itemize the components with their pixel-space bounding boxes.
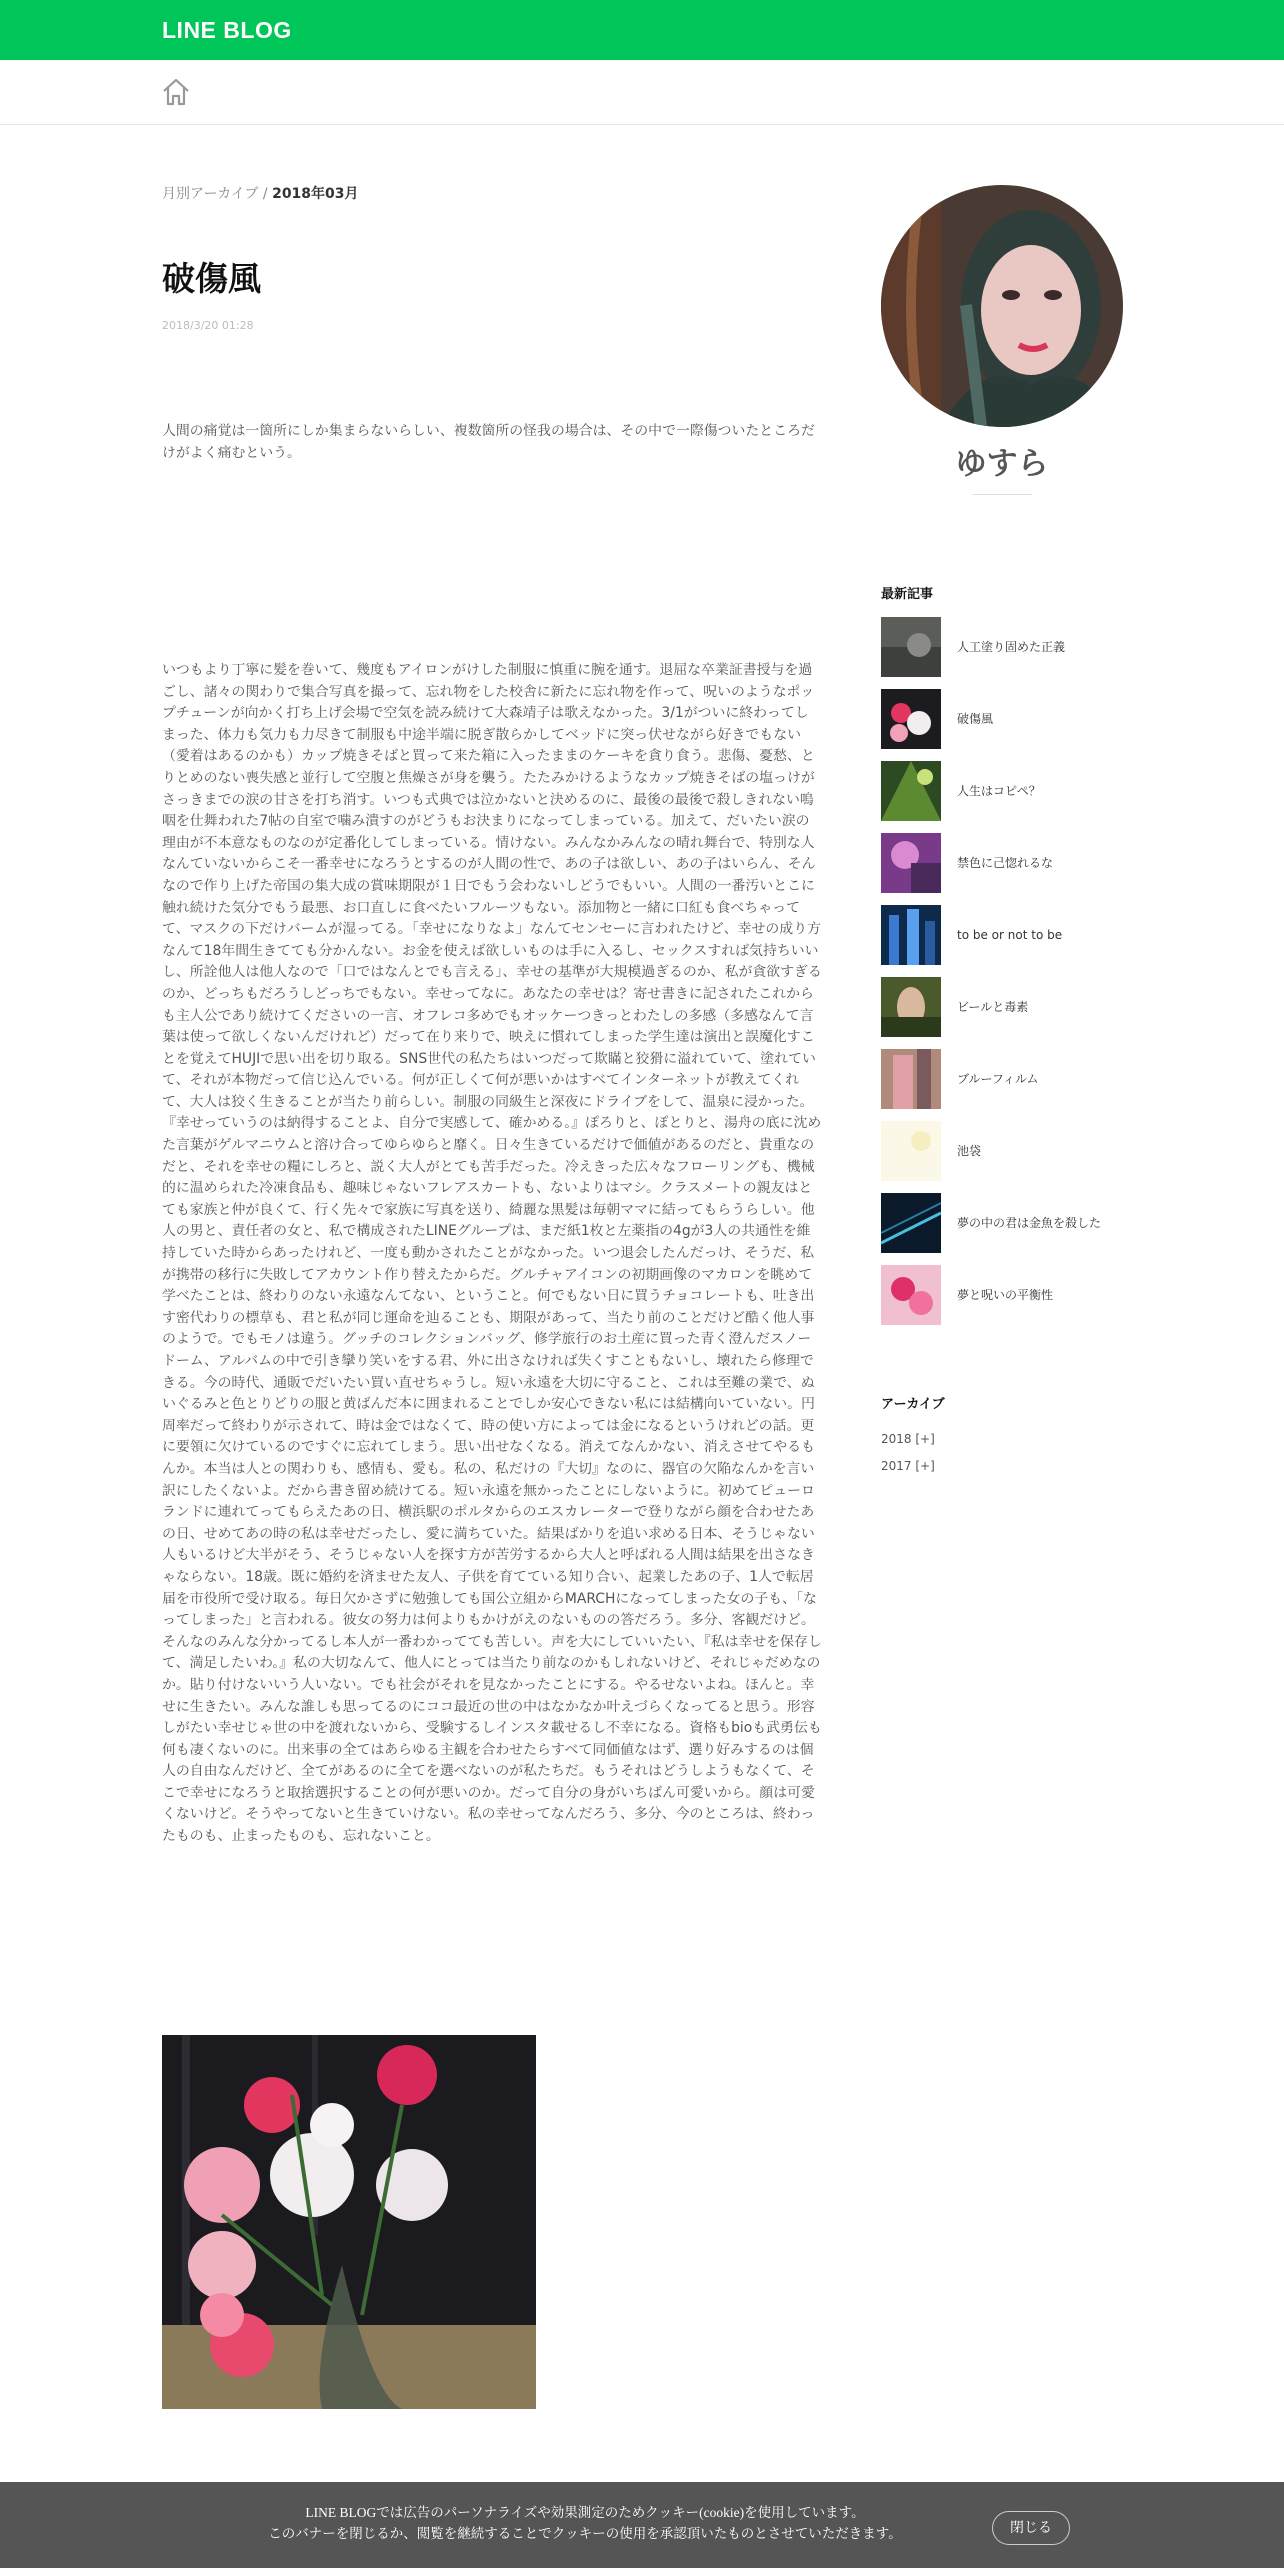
archive-item-2017[interactable]: 2017 [+] [881, 1459, 935, 1473]
recent-post-thumbnail[interactable] [881, 905, 941, 965]
recent-post-thumbnail[interactable] [881, 977, 941, 1037]
recent-post-title[interactable]: 破傷風 [957, 712, 994, 726]
cookie-message-line-1: LINE BLOGでは広告のパーソナライズや効果測定のためクッキー(cookie)を使用しています。 [305, 2505, 865, 2520]
line-blog-logo[interactable]: LINE BLOG [162, 17, 292, 43]
recent-post-thumbnail[interactable] [881, 1049, 941, 1109]
recent-post-thumbnail[interactable] [881, 1265, 941, 1325]
recent-post-item[interactable] [881, 833, 1141, 905]
recent-post-item[interactable] [881, 689, 1141, 761]
recent-post-item[interactable] [881, 1121, 1141, 1193]
recent-post-title[interactable]: ビールと毒素 [957, 1000, 1029, 1014]
archive-item-2018[interactable]: 2018 [+] [881, 1432, 935, 1446]
recent-post-title[interactable]: 夢と呪いの平衡性 [957, 1288, 1054, 1302]
recent-post-item[interactable] [881, 905, 1141, 977]
recent-post-title[interactable]: 禁色に己惚れるな [957, 856, 1054, 870]
recent-post-item[interactable] [881, 1049, 1141, 1121]
recent-post-title[interactable]: 人生はコピペ？ [957, 784, 1041, 798]
post-date: 2018/3/20 01:28 [162, 319, 254, 332]
post-title: 破傷風 [162, 259, 261, 298]
cookie-banner [0, 2482, 1284, 2568]
top-bar [0, 0, 1284, 60]
post-photo-flowers [162, 2035, 536, 2409]
cookie-message [150, 2502, 1020, 2544]
recent-post-thumbnail[interactable] [881, 761, 941, 821]
recent-post-thumbnail[interactable] [881, 1121, 941, 1181]
recent-post-item[interactable] [881, 617, 1141, 689]
archive-heading: アーカイブ [881, 1397, 945, 1412]
post-paragraph-2: いつもより丁寧に髪を巻いて、幾度もアイロンがけした制服に慎重に腕を通す。退屈な卒業証書授与を過ごし、諸々の関わりで集合写真を撮って、忘れ物をした校舎に新たに忘れ物を作って、呪いのようなポップチューンが向かく打ち上げ会場で空気を読み続けて大森靖子は歌えなかった。3/1がついに終わってしまった、体力も気力も力尽きて制服も中途半端に脱ぎ散らかしてベッドに突っ伏せながら好きでもない（愛着はあるのかも）カップ焼きそばと買って来た箱に入ったままのケーキを貪り食う。悲傷、憂愁、とりとめのない喪失感と並行して空腹と焦燥さが身を襲う。たたみかけるようなカップ焼きそばの塩っけがさっきまでの涙の甘さを打ち消す。いつも式典では泣かないと決めるのに、最後の最後で殺しきれない嗚咽を仕舞われた7帖の自室で噛み潰すのがどうもお決まりになってしまっている。加えて、だいたい涙の理由が不本意なものなのが定番化してしまっている。情けない。みんなかみんなの晴れ舞台で、特別な人なんていないからこそ一番幸せになろうとするのが人間の性で、あの子は欲しい、あの子はいらん、そんなので作り上げた帝国の集大成の賞味期限が１日でもう会わないしどうでもいい。人間の一番汚いとこに触れ続けた気分でもう最悪、お口直しに食べたいフルーツもない。添加物と一緒に口紅も食べちゃってて、マスクの下だけバームが湿ってる。「幸せになりなよ」なんてセンセーに言われたけど、幸せの成り方なんて18年間生きてても分かんない。お金を使えば欲しいものは手に入るし、セックスすれば気持ちいいし、所詮他人は他人なので「口ではなんとでも言える」、幸せの基準が大規模過ぎるのか、私が貪欲すぎるのか、どっちもだろうしどっちでもない。幸せってなに。あなたの幸せは？寄せ書きに記されたこれからも主人公であり続けてくださいの一言、オフレコ多めでもオッケーつきっとわたしの多感（多感なんて言葉は使って欲しくないんだけれど）だって在り来りで、映えに慣れてしまった学生達は演出と誤魔化すことを覚えてHUJIで思い出を切り取る。SNS世代の私たちはいつだって欺瞞と狡猾に溢れていて、塗れていて、それが本物だって信じ込んでいる。何が正しくて何が悪いかはすべてインターネットが教えてくれて、大人は狡く生きることが当たり前らしい。制服の同級生と深夜にドライブをして、温泉に浸かった。『幸せっていうのは納得することよ、自分で実感して、確かめる。』ぽろりと、ぽとりと、湯舟の底に沈めた言葉がゲルマニウムと溶け合ってゆらゆらと靡く。日々生きているだけで価値があるのだと、貴重なのだと、それを幸せの糧にしろと、説く大人がとても苦手だった。冷えきった広々なフローリングも、機械的に温められた冷凍食品も、趣味じゃないフレアスカートも、ないよりはマシ。クラスメートの親友はとても家族と仲が良くて、行く先々で家族に写真を送り、綺麗な黒髪は毎朝ママに結ってもらうらしい。他人の男と、責任者の女と、私で構成されたLINEグループは、まだ紙1枚と左薬指の4gが3人の共通性を維持していた時からあったけれど、一度も動かされたことがなかった。いつ退会したんだっけ、そうだ、私が携帯の移行に失敗してアカウント作り替えたからだ。グルチャアイコンの初期画像のマカロンを眺めて学べたことは、終わりのない永遠なんてない、ということ。何でもない日に買うチョコレートも、吐き出す密代わりの標草も、君と私が同じ運命を辿ることも、期限があって、当たり前のことだけど酷く他人事のようで。でもモノは違う。グッチのコレクションバッグ、修学旅行のお土産に買った青く澄んだスノードーム、アルバムの中で引き攣り笑いをする君、外に出さなければ失くすこともないし、壊れたら修理できる。今の時代、通販でだいたい買い直せちゃうし。短い永遠を大切に守ること、これは至難の業で、ぬいぐるみと色とりどりの服と黄ばんだ本に囲まれることでしか安心できない私には結構向いていない。円周率だって終わりが示されて、時は金ではなくて、時の使い方によっては金になるというけれどの話。更に要領に欠けているのですぐに忘れてしまう。思い出せなくなる。消えてなんかない、消えさせてやるもんか。本当は人との関わりも、感情も、愛も。私の、私だけの『大切』なのに、器官の欠陥なんかを言い訳にしたくないよ。だから書き留め続けてる。短い永遠を無かったことにしないように。初めてピューロランドに連れてってもらえたあの日、横浜駅のポルタからのエスカレーターで登りながら顔を合わせたあの日、せめてあの時の私は幸せだったし、愛に満ちていた。結果ばかりを追い求める日本、そうじゃない人もいるけど大半がそう、そうじゃない人を探す方が苦労するから大人と呼ばれる人間は結果を出さなきゃならない。18歳。既に婚約を済ませた友人、子供を育てている知り合い、起業したあの子、1人で転居届を市役所で受け取る。毎日欠かさずに勉強しても国公立組からMARCHになってしまった女の子も、「なってしまった」と言われる。彼女の努力は何よりもかけがえのないものの答だろう。多分、客観だけど。そんなのみんな分かってるし本人が一番わかってても苦しい。声を大にしていいたい、『私は幸せを保存して、満足したいわ。』私の大切なんて、他人にとっては当たり前なのかもしれないけど、それじゃだめなのか。貼り付けないいう人いない。でも社会がそれを見なかったことにする。やるせないよね。ほんと。幸せに生きたい。みんな誰しも思ってるのにココ最近の世の中はなかなか叶えづらくなってると思う。形容しがたい幸せじゃ世の中を渡れないから、受験するしインスタ載せるし不幸になる。資格もbioも武勇伝も何も凄くないのに。出来事の全てはあらゆる主観を合わせたらすべて同価値なはず、選り好みするのは個人の自由なんだけど、全てがあるのに全てを選べないのが私たちだ。もうそれはどうしようもなくて、そこで幸せになろうと取捨選択することの何が悪いのか。だって自分の身がいちばん可愛いから。顔は可愛くないけど。そうやってないと生きていけない。私の幸せってなんだろう、多分、今のところは、終わったものも、止まったものも、忘れないこと。 [162, 662, 822, 1845]
recent-posts-list [881, 617, 1141, 1337]
recent-posts-heading: 最新記事 [881, 587, 934, 602]
recent-post-title[interactable]: to be or not to be [957, 928, 1063, 942]
recent-post-item[interactable] [881, 1193, 1141, 1265]
post-paragraph-1: 人間の痛覚は一箇所にしか集まらないらしい、複数箇所の怪我の場合は、その中で一際傷ついたところだけがよく痛むという。 [162, 423, 815, 461]
recent-post-title[interactable]: 夢の中の君は金魚を殺した [957, 1216, 1102, 1230]
recent-post-title[interactable]: ブルーフィルム [957, 1072, 1039, 1086]
home-icon[interactable] [160, 76, 192, 108]
breadcrumb-prefix[interactable]: 月別アーカイブ / [162, 186, 273, 202]
cookie-message-line-2: このバナーを閉じるか、閲覧を継続することでクッキーの使用を承認頂いたものとさせていただきます。 [268, 2526, 902, 2541]
recent-post-thumbnail[interactable] [881, 617, 941, 677]
cookie-close-button[interactable]: 閉じる [992, 2511, 1070, 2545]
recent-post-item[interactable] [881, 761, 1141, 833]
recent-post-item[interactable] [881, 977, 1141, 1049]
breadcrumb [162, 184, 359, 204]
sub-nav [0, 60, 1284, 125]
recent-post-thumbnail[interactable] [881, 689, 941, 749]
breadcrumb-current: 2018年03月 [272, 186, 359, 202]
recent-post-title[interactable]: 人工塗り固めた正義 [957, 640, 1066, 654]
recent-post-thumbnail[interactable] [881, 1193, 941, 1253]
divider [972, 494, 1032, 495]
blogger-avatar[interactable] [881, 185, 1123, 427]
blogger-name[interactable]: ゆすら [955, 446, 1049, 482]
recent-post-item[interactable] [881, 1265, 1141, 1337]
recent-post-title[interactable]: 池袋 [957, 1144, 982, 1158]
recent-post-thumbnail[interactable] [881, 833, 941, 893]
